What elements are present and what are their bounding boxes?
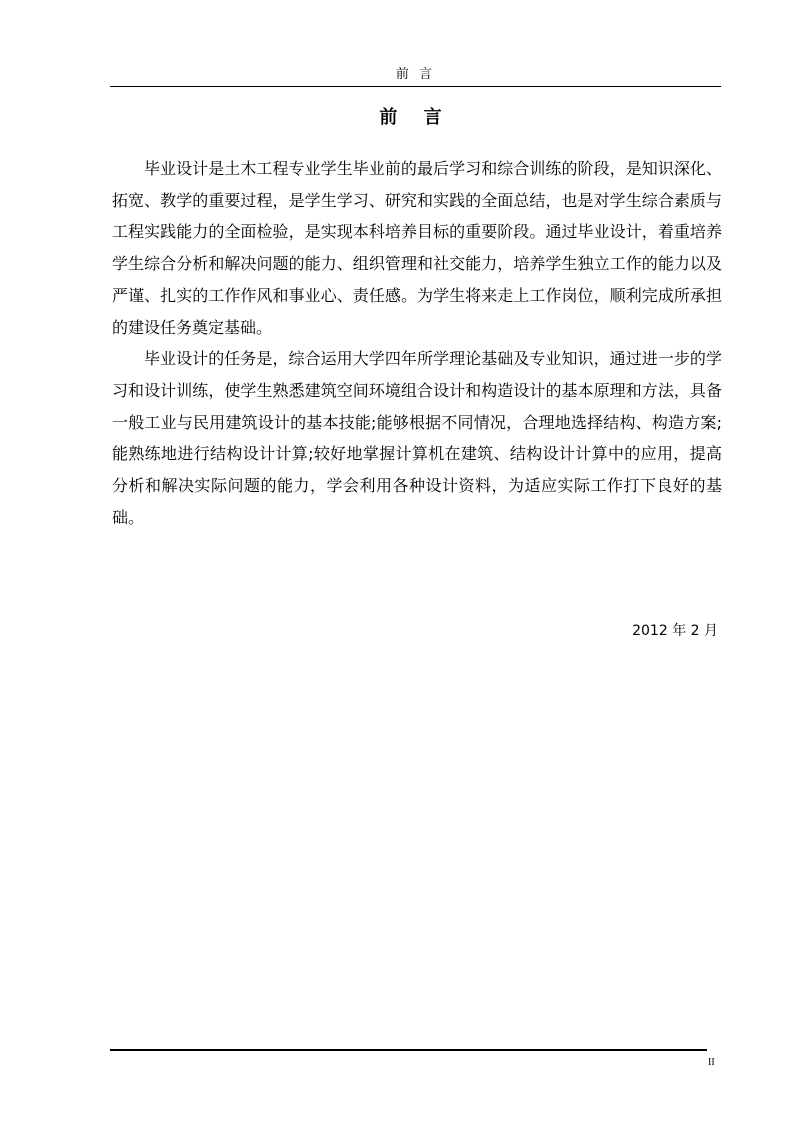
paragraph: 毕业设计是土木工程专业学生毕业前的最后学习和综合训练的阶段，是知识深化、拓宽、教学的重要过程，是学生学习、研究和实践的全面总结，也是对学生综合素质与工程实践能力的全面检验，是实现本科培养目标的重要阶段。通过毕业设计，着重培养学生综合分析和解决问题的能力、组织管理和社交能力，培养学生独立工作的能力以及严谨、扎实的工作作风和事业心、责任感。为学生将来走上工作岗位，顺利完成所承担的建设任务奠定基础。 (112, 159, 722, 337)
date: 2012 年 2 月 (632, 623, 718, 639)
running-header: 前 言 (395, 67, 436, 82)
page-title: 前 言 (379, 107, 452, 128)
page-number: II (708, 1057, 715, 1068)
body-text (112, 153, 722, 533)
header-divider (110, 86, 721, 87)
footer-divider (110, 1049, 707, 1051)
paragraph: 毕业设计的任务是，综合运用大学四年所学理论基础及专业知识，通过进一步的学习和设计训练，使学生熟悉建筑空间环境组合设计和构造设计的基本原理和方法，具备一般工业与民用建筑设计的基本技能;能够根据不同情况，合理地选择结构、构造方案;能熟练地进行结构设计计算;较好地掌握计算机在建筑、结构设计计算中的应用，提高分析和解决实际问题的能力，学会利用各种设计资料，为适应实际工作打下良好的基础。 (112, 349, 722, 527)
